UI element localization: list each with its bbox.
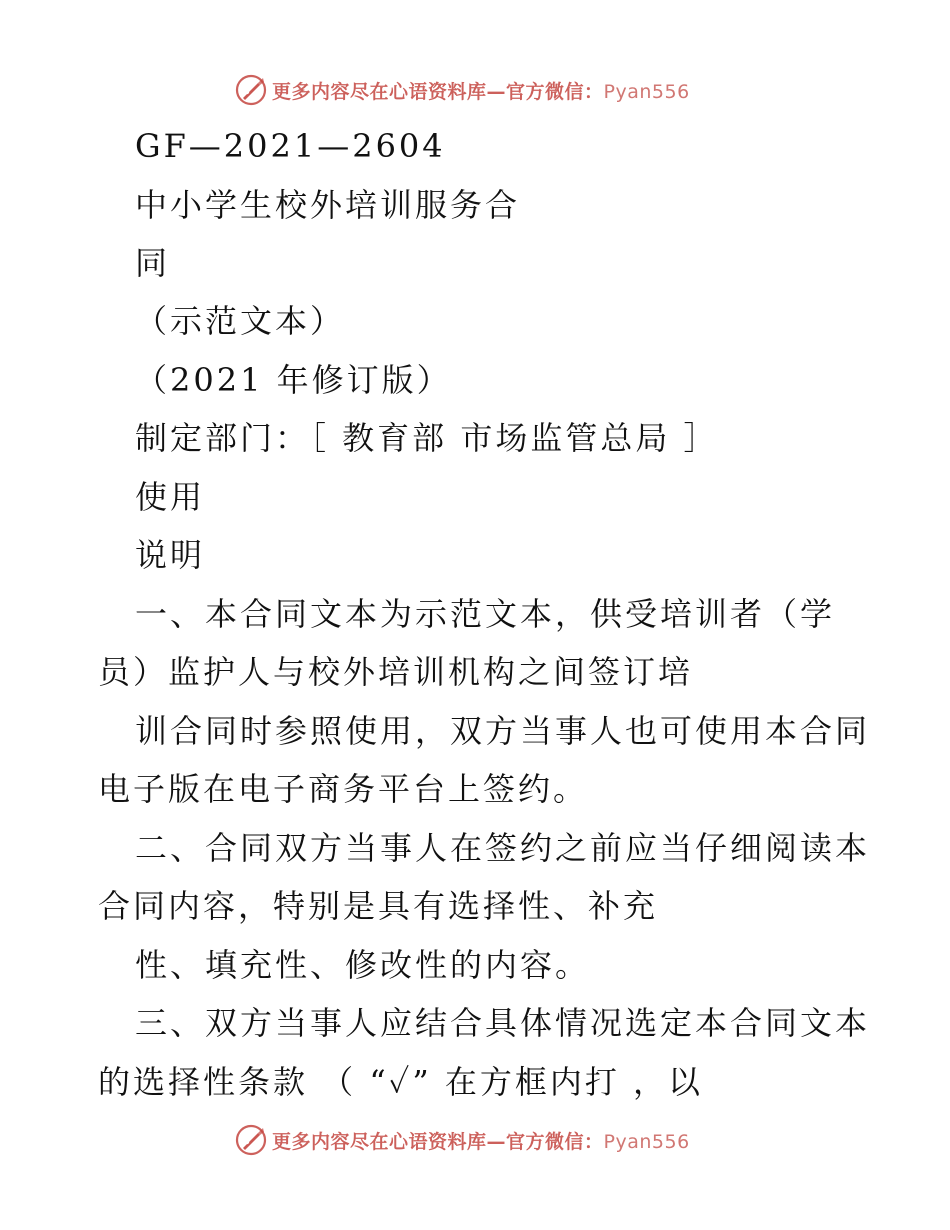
header-wechat-id: Pyan556	[603, 80, 690, 103]
document-title-line-2: 同	[135, 244, 171, 282]
paragraph-line: 员）监护人与校外培训机构之间签订培	[98, 653, 694, 691]
paragraph-line: 电子版在电子商务平台上签约。	[98, 770, 589, 808]
document-title-line-1: 中小学生校外培训服务合	[135, 186, 521, 224]
paragraph-line: 训合同时参照使用，双方当事人也可使用本合同	[135, 712, 871, 750]
paragraph-line: 的选择性条款 （ “✓” 在方框内打 ，以	[98, 1063, 704, 1101]
footer-banner-text	[272, 1127, 690, 1154]
paragraph-line: 一、本合同文本为示范文本，供受培训者（学	[135, 595, 836, 633]
usage-heading-line-1: 使用	[135, 478, 206, 516]
paragraph-line: 性、填充性、修改性的内容。	[135, 946, 591, 984]
document-issuer: 制定部门：［ 教育部 市场监管总局 ］	[135, 419, 719, 457]
usage-heading-line-2: 说明	[135, 536, 206, 574]
header-banner-label: 更多内容尽在心语资料库—官方微信：	[272, 80, 604, 103]
paragraph-line: 合同内容，特别是具有选择性、补充	[98, 887, 659, 925]
paragraph-line: 三、双方当事人应结合具体情况选定本合同文本	[135, 1004, 871, 1042]
document-subtitle: （示范文本）	[135, 302, 346, 340]
document-code: GF—2021—2604	[135, 127, 446, 165]
quill-pen-logo-icon	[234, 1123, 268, 1157]
footer-banner	[0, 1120, 950, 1160]
document-edition: （2021 年修订版）	[135, 361, 452, 399]
paragraph-line: 二、合同双方当事人在签约之前应当仔细阅读本	[135, 829, 871, 867]
footer-banner-label: 更多内容尽在心语资料库—官方微信：	[272, 1130, 604, 1153]
footer-wechat-id: Pyan556	[603, 1130, 690, 1153]
footer-banner-content	[234, 1120, 690, 1160]
